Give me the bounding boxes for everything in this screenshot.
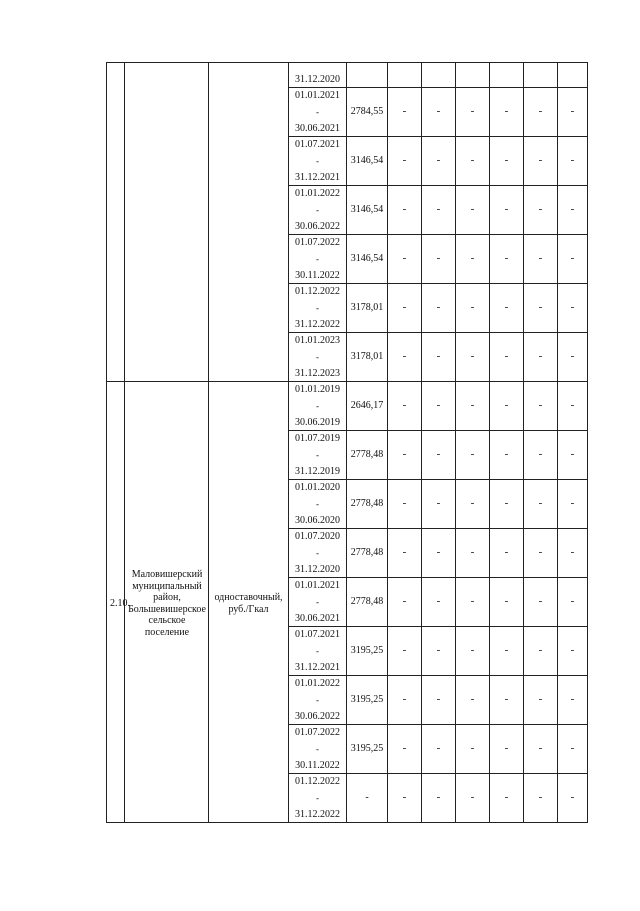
period-end: 31.12.2022	[295, 808, 340, 820]
tariff-dash-cell: -	[422, 431, 456, 480]
tariff-dash-cell: -	[558, 676, 588, 725]
tariff-dash-cell: -	[524, 235, 558, 284]
period-separator: -	[316, 450, 319, 460]
tariff-dash-cell: -	[422, 284, 456, 333]
tariff-dash-cell: -	[524, 137, 558, 186]
tariff-dash-cell: -	[490, 382, 524, 431]
tariff-dash-cell: -	[456, 137, 490, 186]
tariff-dash-cell: -	[524, 333, 558, 382]
tariff-dash-cell: -	[490, 529, 524, 578]
tariff-dash-cell: -	[490, 88, 524, 137]
tariff-dash-cell: -	[558, 529, 588, 578]
tariff-dash-cell: -	[490, 578, 524, 627]
period-cell	[289, 284, 347, 333]
municipality-name: Маловишерский муниципальный район, Большевишерское сельское поселение	[125, 382, 209, 823]
period-separator: -	[316, 303, 319, 313]
tariff-dash-cell: -	[388, 529, 422, 578]
tariff-dash-cell	[422, 63, 456, 88]
tariff-dash-cell: -	[456, 774, 490, 823]
period-separator: -	[316, 254, 319, 264]
tariff-dash-cell: -	[456, 186, 490, 235]
table-row	[107, 63, 588, 88]
period-end: 31.12.2020	[295, 563, 340, 575]
period-cell	[289, 137, 347, 186]
tariff-dash-cell: -	[490, 676, 524, 725]
tariff-dash-cell: -	[388, 137, 422, 186]
tariff-dash-cell: -	[388, 235, 422, 284]
tariff-dash-cell: -	[524, 431, 558, 480]
tariff-dash-cell: -	[490, 480, 524, 529]
tariff-value: 3178,01	[347, 284, 388, 333]
period-start: 01.01.2019	[295, 384, 340, 395]
tariff-dash-cell: -	[524, 774, 558, 823]
tariff-value: 2778,48	[347, 431, 388, 480]
tariff-dash-cell: -	[422, 480, 456, 529]
period-start: 01.01.2022	[295, 678, 340, 689]
period-start: 01.01.2021	[295, 90, 340, 101]
period-cell	[289, 333, 347, 382]
tariff-dash-cell: -	[456, 88, 490, 137]
tariff-dash-cell	[558, 63, 588, 88]
tariff-dash-cell: -	[388, 431, 422, 480]
tariff-value: 2646,17	[347, 382, 388, 431]
tariff-dash-cell: -	[388, 382, 422, 431]
period-end: 30.11.2022	[295, 269, 340, 281]
period-cell	[289, 627, 347, 676]
tariff-dash-cell: -	[524, 284, 558, 333]
tariff-dash-cell: -	[422, 578, 456, 627]
tariff-dash-cell: -	[490, 284, 524, 333]
tariff-dash-cell: -	[422, 137, 456, 186]
tariff-dash-cell	[388, 63, 422, 88]
tariff-dash-cell: -	[558, 137, 588, 186]
tariff-dash-cell: -	[558, 382, 588, 431]
tariff-dash-cell: -	[524, 627, 558, 676]
tariff-dash-cell: -	[524, 676, 558, 725]
tariff-dash-cell: -	[524, 578, 558, 627]
tariff-dash-cell: -	[388, 774, 422, 823]
period-end: 30.06.2021	[295, 612, 340, 624]
period-cell	[289, 480, 347, 529]
period-start: 01.01.2022	[295, 188, 340, 199]
tariff-value: 3195,25	[347, 725, 388, 774]
period-separator: -	[316, 156, 319, 166]
period-separator: -	[316, 744, 319, 754]
period-separator: -	[316, 205, 319, 215]
tariff-dash-cell: -	[388, 627, 422, 676]
period-start: 01.07.2022	[295, 727, 340, 738]
tariff-dash-cell	[524, 63, 558, 88]
period-end: 30.11.2022	[295, 759, 340, 771]
tariff-dash-cell: -	[524, 382, 558, 431]
tariff-dash-cell: -	[558, 774, 588, 823]
period-cell	[289, 529, 347, 578]
tariff-dash-cell: -	[490, 235, 524, 284]
tariff-dash-cell: -	[422, 774, 456, 823]
period-separator: -	[316, 499, 319, 509]
tariff-dash-cell: -	[422, 676, 456, 725]
tariff-dash-cell: -	[524, 88, 558, 137]
tariff-dash-cell: -	[490, 725, 524, 774]
period-start: 01.01.2020	[295, 482, 340, 493]
period-start: 01.01.2021	[295, 580, 340, 591]
tariff-dash-cell: -	[558, 431, 588, 480]
tariff-value: -	[347, 774, 388, 823]
period-separator: -	[316, 548, 319, 558]
period-cell	[289, 676, 347, 725]
period-separator: -	[316, 793, 319, 803]
tariff-value: 3195,25	[347, 676, 388, 725]
tariff-dash-cell: -	[388, 725, 422, 774]
period-separator: -	[316, 401, 319, 411]
tariff-dash-cell: -	[456, 235, 490, 284]
tariff-dash-cell: -	[558, 725, 588, 774]
tariff-dash-cell: -	[490, 333, 524, 382]
period-end: 30.06.2022	[295, 710, 340, 722]
tariff-dash-cell: -	[422, 529, 456, 578]
tariff-dash-cell: -	[422, 88, 456, 137]
tariff-value: 2784,55	[347, 88, 388, 137]
tariff-table	[106, 62, 588, 823]
tariff-dash-cell: -	[558, 284, 588, 333]
tariff-dash-cell: -	[558, 627, 588, 676]
period-end: 30.06.2019	[295, 416, 340, 428]
tariff-dash-cell: -	[456, 725, 490, 774]
tariff-dash-cell: -	[388, 480, 422, 529]
tariff-dash-cell: -	[490, 627, 524, 676]
tariff-dash-cell: -	[422, 333, 456, 382]
period-end: 30.06.2021	[295, 122, 340, 134]
period-cell	[289, 382, 347, 431]
tariff-dash-cell: -	[388, 186, 422, 235]
tariff-dash-cell: -	[456, 578, 490, 627]
period-cell	[289, 431, 347, 480]
tariff-dash-cell: -	[524, 529, 558, 578]
num-cell	[107, 63, 125, 382]
tariff-dash-cell: -	[422, 725, 456, 774]
tariff-dash-cell: -	[490, 431, 524, 480]
tariff-dash-cell: -	[456, 480, 490, 529]
tariff-dash-cell: -	[558, 578, 588, 627]
period-start: 01.07.2019	[295, 433, 340, 444]
tariff-dash-cell	[490, 63, 524, 88]
tariff-dash-cell: -	[456, 676, 490, 725]
period-cell	[289, 235, 347, 284]
tariff-dash-cell: -	[456, 333, 490, 382]
tariff-value: 3195,25	[347, 627, 388, 676]
place-cell	[125, 63, 209, 382]
tariff-value: 3146,54	[347, 137, 388, 186]
period-cell	[289, 88, 347, 137]
period-separator: -	[316, 352, 319, 362]
tariff-dash-cell: -	[422, 235, 456, 284]
period-separator: -	[316, 597, 319, 607]
tariff-dash-cell: -	[490, 186, 524, 235]
period-cell	[289, 578, 347, 627]
period-start: 01.12.2022	[295, 286, 340, 297]
tariff-value: 3146,54	[347, 235, 388, 284]
tariff-value: 3178,01	[347, 333, 388, 382]
period-cell	[289, 63, 347, 88]
tariff-dash-cell: -	[456, 431, 490, 480]
tariff-dash-cell: -	[558, 186, 588, 235]
tariff-dash-cell: -	[388, 284, 422, 333]
period-start: 01.07.2021	[295, 629, 340, 640]
period-end: 31.12.2021	[295, 171, 340, 183]
period-end: 30.06.2022	[295, 220, 340, 232]
tariff-dash-cell: -	[388, 578, 422, 627]
tariff-value: 3146,54	[347, 186, 388, 235]
tariff-value: 2778,48	[347, 529, 388, 578]
period-start: 01.01.2023	[295, 335, 340, 346]
tariff-unit: одноставочный, руб./Гкал	[209, 382, 289, 823]
tariff-dash-cell: -	[456, 382, 490, 431]
tariff-dash-cell: -	[558, 333, 588, 382]
period-end: 31.12.2019	[295, 465, 340, 477]
period-end: 30.06.2020	[295, 514, 340, 526]
tariff-dash-cell: -	[524, 186, 558, 235]
period-cell	[289, 774, 347, 823]
tariff-dash-cell: -	[490, 774, 524, 823]
period-cell	[289, 725, 347, 774]
tariff-value: 2778,48	[347, 480, 388, 529]
period-start: 01.07.2021	[295, 139, 340, 150]
tariff-dash-cell: -	[456, 529, 490, 578]
tariff-dash-cell: -	[422, 186, 456, 235]
period-separator: -	[316, 646, 319, 656]
tariff-dash-cell: -	[388, 333, 422, 382]
tariff-dash-cell: -	[456, 284, 490, 333]
unit-cell	[209, 63, 289, 382]
tariff-value: 2778,48	[347, 578, 388, 627]
tariff-dash-cell: -	[388, 88, 422, 137]
tariff-dash-cell: -	[422, 627, 456, 676]
tariff-dash-cell: -	[524, 480, 558, 529]
table-row	[107, 382, 588, 431]
tariff-dash-cell: -	[558, 88, 588, 137]
period-separator: -	[316, 695, 319, 705]
period-end: 31.12.2021	[295, 661, 340, 673]
value-cell	[347, 63, 388, 88]
tariff-dash-cell: -	[388, 676, 422, 725]
tariff-dash-cell: -	[422, 382, 456, 431]
period-separator: -	[316, 107, 319, 117]
period-end: 31.12.2020	[295, 73, 340, 85]
period-start: 01.07.2020	[295, 531, 340, 542]
period-end: 31.12.2023	[295, 367, 340, 379]
period-start: 01.12.2022	[295, 776, 340, 787]
tariff-dash-cell: -	[524, 725, 558, 774]
tariff-dash-cell	[456, 63, 490, 88]
period-start: 01.07.2022	[295, 237, 340, 248]
period-cell	[289, 186, 347, 235]
tariff-dash-cell: -	[558, 480, 588, 529]
row-number: 2.10.	[107, 382, 125, 823]
tariff-dash-cell: -	[490, 137, 524, 186]
tariff-dash-cell: -	[558, 235, 588, 284]
tariff-dash-cell: -	[456, 627, 490, 676]
period-end: 31.12.2022	[295, 318, 340, 330]
